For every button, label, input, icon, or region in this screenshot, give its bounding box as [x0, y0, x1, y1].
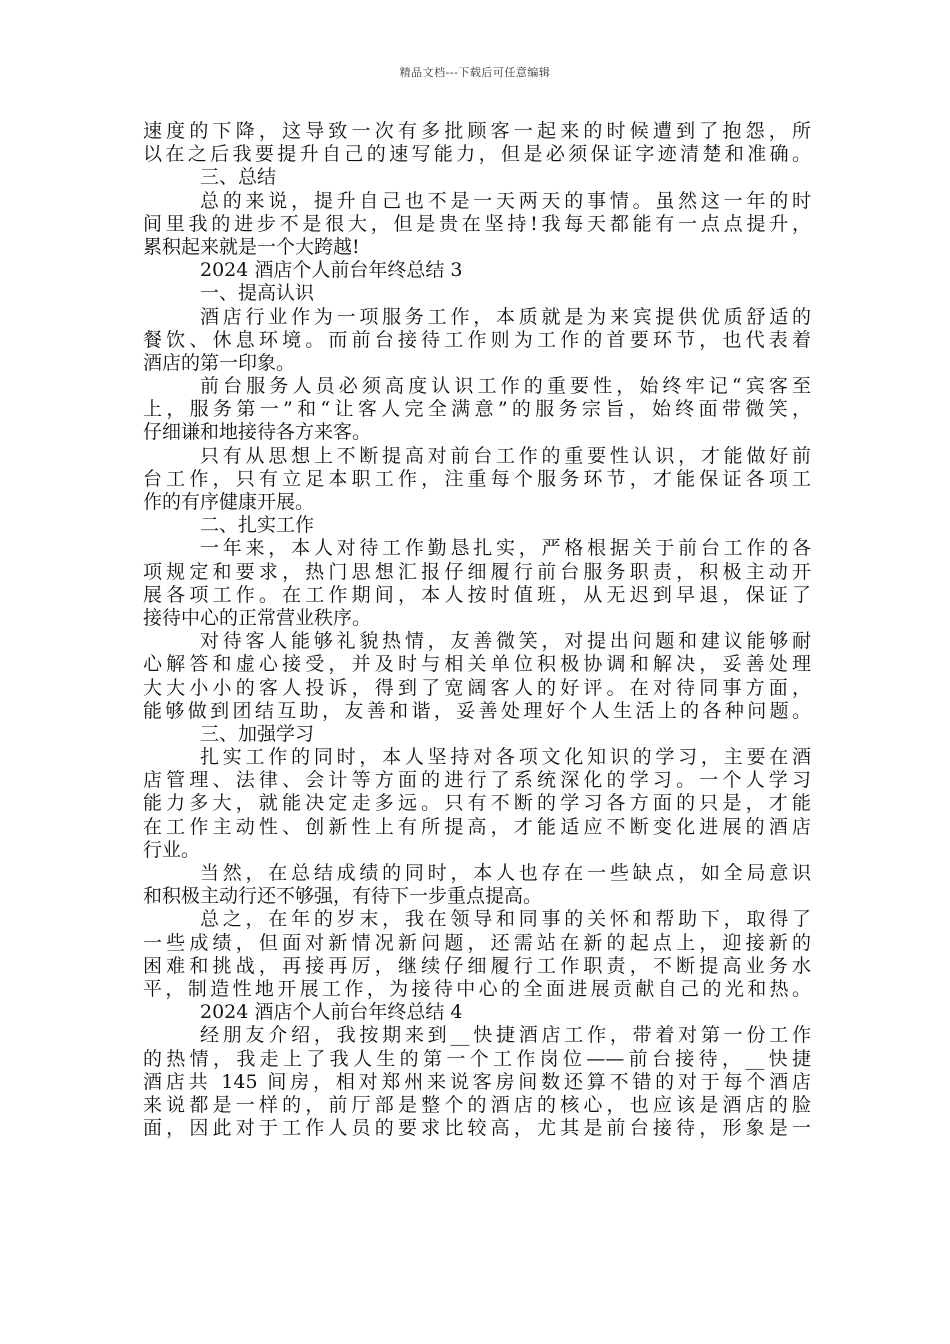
- text-line: 在工作主动性、创新性上有所提高，才能适应不断变化进展的酒店: [143, 815, 811, 838]
- text-line: 一年来，本人对待工作勤恳扎实，严格根据关于前台工作的各: [200, 537, 811, 560]
- text-line: 速度的下降，这导致一次有多批顾客一起来的时候遭到了抱怨，所: [143, 120, 811, 142]
- text-line: 酒店的第一印象。: [143, 351, 296, 374]
- text-line: 一、提高认识: [200, 282, 315, 305]
- text-line: 接待中心的正常营业秩序。: [143, 606, 372, 629]
- text-line: 餐饮、休息环境。而前台接待工作则为工作的首要环节，也代表着: [143, 328, 811, 351]
- text-line: 作的有序健康开展。: [143, 491, 315, 513]
- page-header: 精品文档---下载后可任意编辑: [399, 66, 551, 79]
- text-line: 项规定和要求，热门思想汇报仔细履行前台服务职责，积极主动开: [143, 560, 811, 583]
- text-line: 总的来说，提升自己也不是一天两天的事情。虽然这一年的时: [200, 189, 811, 212]
- text-line: 行业。: [143, 838, 201, 861]
- text-line: 上，服务第一”和“让客人完全满意”的服务宗旨，始终面带微笑，: [143, 398, 811, 421]
- text-line: 困难和挑战，再接再厉，继续仔细履行工作职责，不断提高业务水: [143, 954, 811, 977]
- text-line: 平，制造性地开展工作，为接待中心的全面进展贡献自己的光和热。: [143, 977, 811, 1000]
- text-line: 二、扎实工作: [200, 514, 315, 537]
- text-line: 和积极主动行还不够强，有待下一步重点提高。: [143, 885, 543, 908]
- text-line: 展各项工作。在工作期间，本人按时值班，从无迟到早退，保证了: [143, 583, 811, 606]
- text-line: 只有从思想上不断提高对前台工作的重要性认识，才能做好前: [200, 444, 811, 467]
- text-line: 总之，在年的岁末，我在领导和同事的关怀和帮助下，取得了: [200, 908, 811, 931]
- text-line: 大大小小的客人投诉，得到了宽阔客人的好评。在对待同事方面，: [143, 676, 811, 699]
- text-line: 三、总结: [200, 166, 277, 189]
- text-line: 三、加强学习: [200, 722, 315, 745]
- text-line: 对待客人能够礼貌热情，友善微笑，对提出问题和建议能够耐: [200, 630, 811, 653]
- text-line: 能够做到团结互助，友善和谐，妥善处理好个人生活上的各种问题。: [143, 699, 811, 722]
- text-line: 2024 酒店个人前台年终总结 3: [200, 259, 463, 282]
- text-line: 台工作，只有立足本职工作，注重每个服务环节，才能保证各项工: [143, 467, 811, 490]
- text-line: 仔细谦和地接待各方来客。: [143, 421, 372, 444]
- text-line: 的热情，我走上了我人生的第一个工作岗位——前台接待，__快捷: [143, 1047, 811, 1070]
- text-line: 店管理、法律、会计等方面的进行了系统深化的学习。一个人学习: [143, 769, 811, 792]
- text-line: 当然，在总结成绩的同时，本人也存在一些缺点，如全局意识: [200, 862, 811, 884]
- text-line: 2024 酒店个人前台年终总结 4: [200, 1001, 463, 1024]
- document-body: [143, 120, 811, 1140]
- text-line: 能力多大，就能决定走多远。只有不断的学习各方面的只是，才能: [143, 792, 811, 815]
- text-line: 心解答和虚心接受，并及时与相关单位积极协调和解决，妥善处理: [143, 653, 811, 676]
- text-line: 前台服务人员必须高度认识工作的重要性，始终牢记“宾客至: [200, 375, 811, 398]
- text-line: 扎实工作的同时，本人坚持对各项文化知识的学习，主要在酒: [200, 746, 811, 769]
- text-line: 间里我的进步不是很大，但是贵在坚持!我每天都能有一点点提升，: [143, 212, 811, 235]
- text-line: 酒店共 145 间房，相对郑州来说客房间数还算不错的对于每个酒店: [143, 1070, 811, 1093]
- text-line: 经朋友介绍，我按期来到__快捷酒店工作，带着对第一份工作: [200, 1024, 811, 1047]
- text-line: 酒店行业作为一项服务工作，本质就是为来宾提供优质舒适的: [200, 305, 811, 328]
- text-line: 以在之后我要提升自己的速写能力，但是必须保证字迹清楚和准确。: [143, 143, 811, 166]
- text-line: 累积起来就是一个大跨越!: [143, 235, 360, 258]
- text-line: 一些成绩，但面对新情况新问题，还需站在新的起点上，迎接新的: [143, 931, 811, 954]
- text-line: 面，因此对于工作人员的要求比较高，尤其是前台接待，形象是一: [143, 1117, 811, 1140]
- text-line: 来说都是一样的，前厅部是整个的酒店的核心，也应该是酒店的脸: [143, 1093, 811, 1116]
